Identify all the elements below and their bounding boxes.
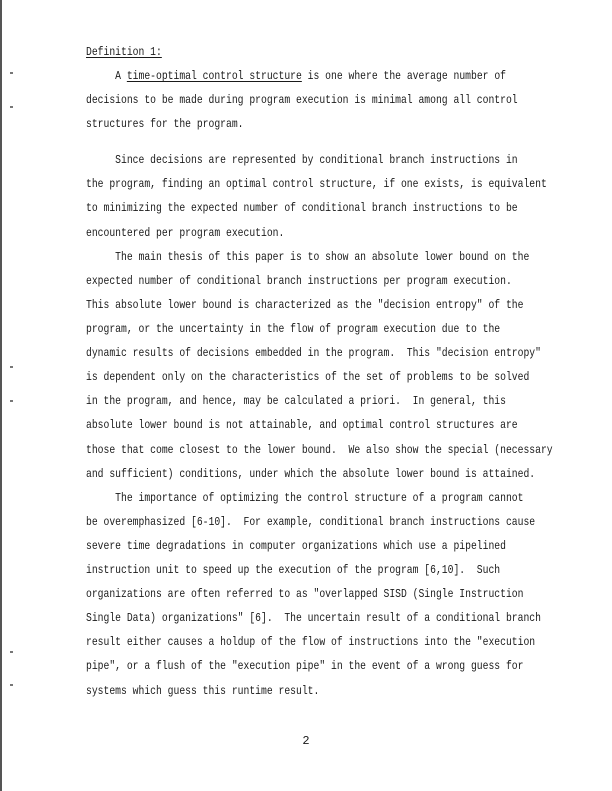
text-line: encountered per program execution. <box>86 226 285 240</box>
text-line: program, or the uncertainty in the flow of program execution due to the <box>86 322 501 336</box>
text: A <box>86 69 127 83</box>
text-line: systems which guess this runtime result. <box>86 684 320 698</box>
text-line: and sufficient) conditions, under which the absolute lower bound is attained. <box>86 467 536 481</box>
text: is one where the average number of <box>301 69 506 83</box>
scan-speck <box>10 651 13 653</box>
text-line: to minimizing the expected number of conditional branch instructions to be <box>86 201 518 215</box>
scan-speck <box>10 684 13 686</box>
text-line: be overemphasized [6-10]. For example, conditional branch instructions cause <box>86 515 536 529</box>
defined-term: time-optimal control structure <box>126 69 302 83</box>
text-line: Single Data) organizations" [6]. The uncertain result of a conditional branch <box>86 611 541 625</box>
text-line: expected number of conditional branch instructions per program execution. <box>86 274 512 288</box>
text-line: decisions to be made during program execution is minimal among all control <box>86 93 518 107</box>
text-line: absolute lower bound is not attainable, and optimal control structures are <box>86 418 518 432</box>
scan-speck <box>10 106 13 108</box>
definition-line <box>86 69 506 83</box>
text-line: in the program, and hence, may be calculated a priori. In general, this <box>86 394 506 408</box>
text-line: structures for the program. <box>86 117 244 131</box>
text-line: The importance of optimizing the control structure of a program cannot <box>86 491 524 505</box>
text-line: pipe", or a flush of the "execution pipe" in the event of a wrong guess for <box>86 659 524 673</box>
text-line: is dependent only on the characteristics of the set of problems to be solved <box>86 370 530 384</box>
text-line: This absolute lower bound is characterized as the "decision entropy" of the <box>86 298 524 312</box>
text-line: severe time degradations in computer organizations which use a pipelined <box>86 539 506 553</box>
text-line: The main thesis of this paper is to show an absolute lower bound on the <box>86 250 530 264</box>
text-line: organizations are often referred to as "overlapped SISD (Single Instruction <box>86 587 524 601</box>
text-line: instruction unit to speed up the execution of the program [6,10]. Such <box>86 563 501 577</box>
text-line: the program, finding an optimal control structure, if one exists, is equivalent <box>86 177 547 191</box>
text-line: dynamic results of decisions embedded in the program. This "decision entropy" <box>86 346 541 360</box>
definition-heading: Definition 1: <box>86 45 162 59</box>
text-line: those that come closest to the lower bound. We also show the special (necessary <box>86 443 553 457</box>
scan-speck <box>10 400 13 402</box>
text-line: Since decisions are represented by conditional branch instructions in <box>86 153 518 167</box>
page-number: 2 <box>302 734 310 748</box>
scan-speck <box>10 72 13 74</box>
scan-speck <box>10 366 13 368</box>
scan-edge <box>0 0 2 791</box>
text-line: result either causes a holdup of the flow of instructions into the "execution <box>86 635 536 649</box>
